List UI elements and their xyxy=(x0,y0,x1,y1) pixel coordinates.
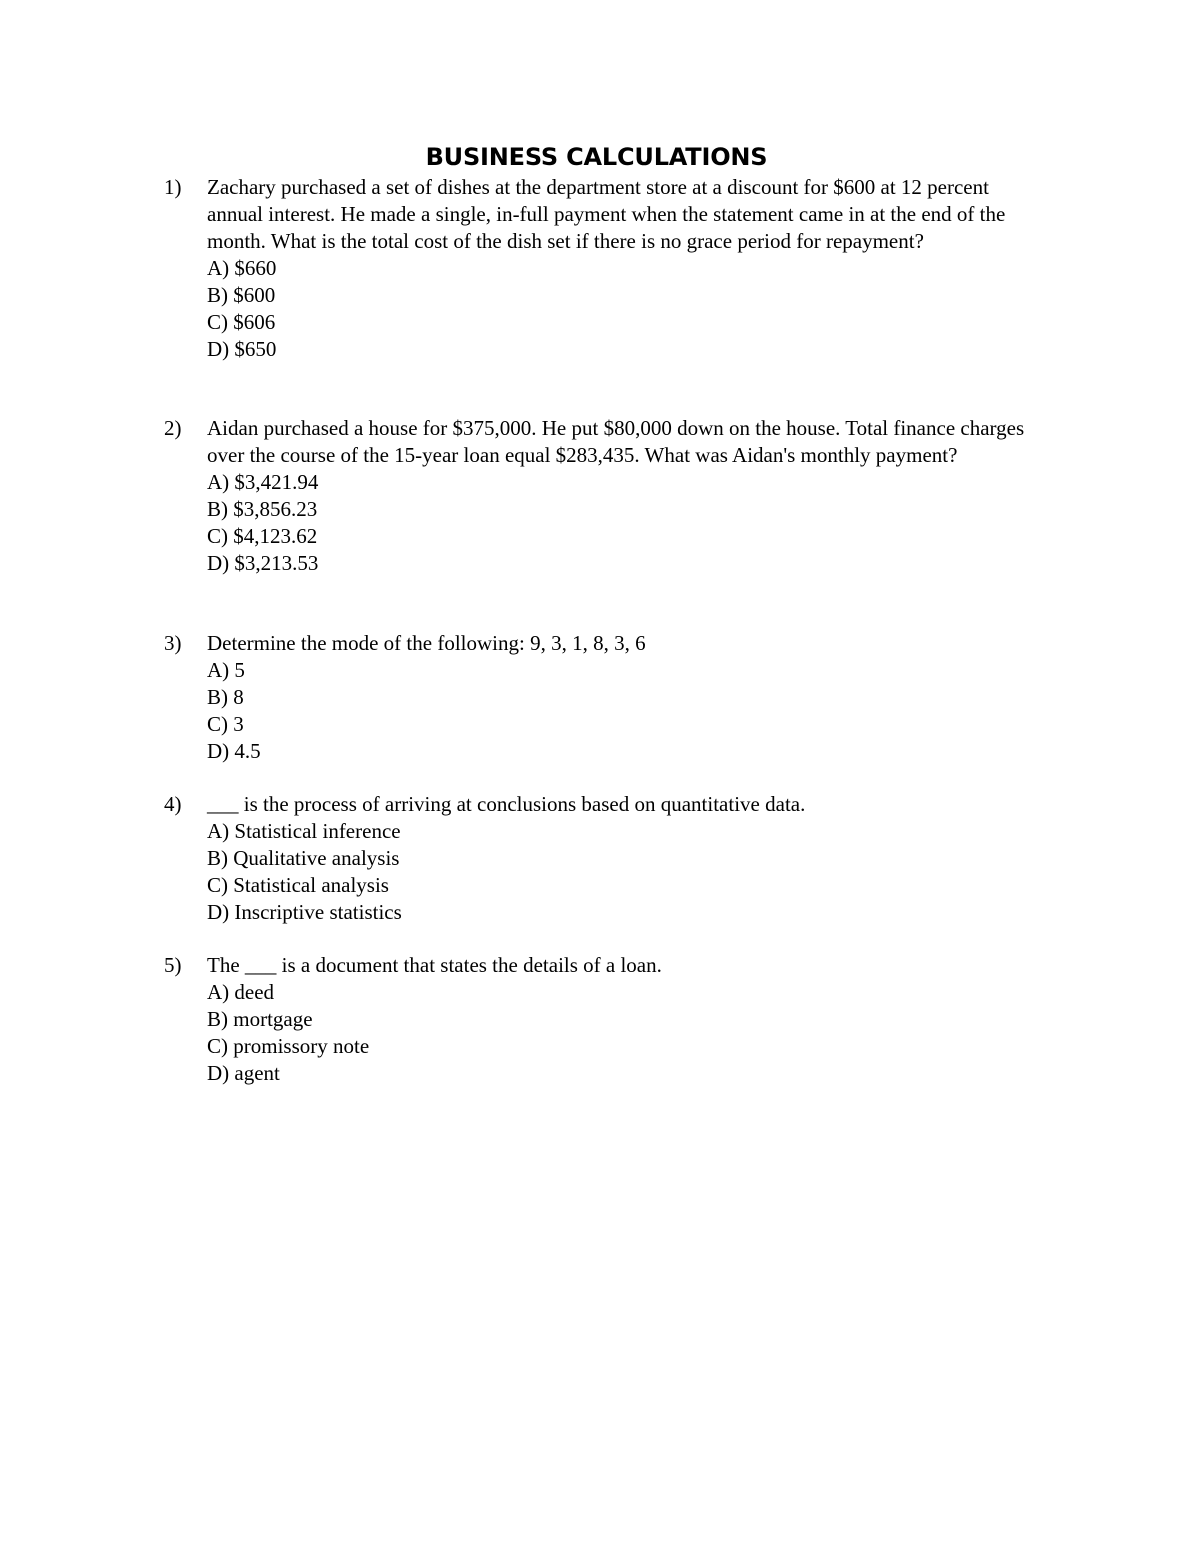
question-text: Determine the mode of the following: 9, 3, 1, 8, 3, 6 xyxy=(207,631,646,655)
answer-option-d: D) 4.5 xyxy=(207,739,261,763)
answer-option-d: D) Inscriptive statistics xyxy=(207,900,402,924)
question-number: 3) xyxy=(164,631,182,655)
question-number: 2) xyxy=(164,416,182,440)
question-text: Aidan purchased a house for $375,000. He put $80,000 down on the house. Total finance charges over the course of the 15-year loan equal $283,435. What was Aidan's monthly payment? xyxy=(207,416,1025,467)
answer-option-d: D) $650 xyxy=(207,337,277,361)
answer-options xyxy=(207,657,1037,765)
answer-option-a: A) Statistical inference xyxy=(207,819,401,843)
answer-option-b: B) $600 xyxy=(207,283,276,307)
answer-options xyxy=(207,818,1037,926)
question-number: 5) xyxy=(164,953,182,977)
answer-option-a: A) $660 xyxy=(207,256,277,280)
answer-option-b: B) $3,856.23 xyxy=(207,497,318,521)
question-text: ___ is the process of arriving at conclusions based on quantitative data. xyxy=(207,792,806,816)
answer-option-c: C) promissory note xyxy=(207,1034,370,1058)
answer-option-b: B) mortgage xyxy=(207,1007,313,1031)
question-number: 4) xyxy=(164,792,182,816)
answer-option-a: A) $3,421.94 xyxy=(207,470,319,494)
answer-options xyxy=(207,469,1037,577)
answer-options xyxy=(207,255,1037,363)
question-body xyxy=(207,630,1037,765)
question-text: The ___ is a document that states the details of a loan. xyxy=(207,953,662,977)
question-number: 1) xyxy=(164,175,182,199)
answer-option-c: C) $606 xyxy=(207,310,276,334)
question-body xyxy=(207,415,1037,577)
answer-option-c: C) $4,123.62 xyxy=(207,524,318,548)
answer-option-b: B) Qualitative analysis xyxy=(207,846,400,870)
page-title: BUSINESS CALCULATIONS xyxy=(425,143,768,171)
answer-option-c: C) 3 xyxy=(207,712,244,736)
answer-option-c: C) Statistical analysis xyxy=(207,873,389,897)
question-body xyxy=(207,174,1037,363)
answer-options xyxy=(207,979,1037,1087)
question-text: Zachary purchased a set of dishes at the department store at a discount for $600 at 12 percent annual interest. He made a single, in-full payment when the statement came in at the end of the month. What is the total cost of the dish set if there is no grace period for repayment? xyxy=(207,175,1006,253)
answer-option-b: B) 8 xyxy=(207,685,244,709)
answer-option-d: D) agent xyxy=(207,1061,280,1085)
answer-option-a: A) 5 xyxy=(207,658,245,682)
question-body xyxy=(207,952,1037,1087)
answer-option-d: D) $3,213.53 xyxy=(207,551,319,575)
answer-option-a: A) deed xyxy=(207,980,275,1004)
question-body xyxy=(207,791,1037,926)
